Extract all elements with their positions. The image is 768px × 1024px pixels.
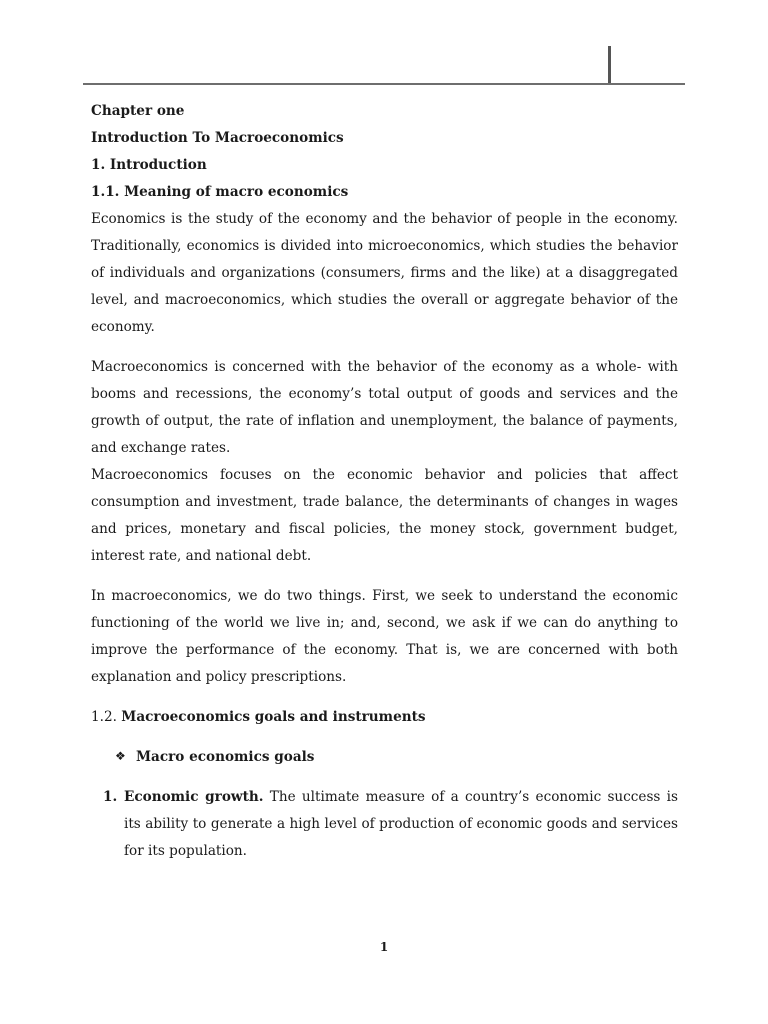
list-item-number: 1. bbox=[103, 789, 118, 805]
section-heading-meaning: 1.1. Meaning of macro economics bbox=[91, 184, 349, 200]
chapter-title: Introduction To Macroeconomics bbox=[91, 130, 344, 146]
header-tick-mark bbox=[608, 46, 611, 83]
document-body bbox=[91, 98, 678, 865]
section-heading-introduction: 1. Introduction bbox=[91, 157, 207, 173]
paragraph-macro-focus: Macroeconomics focuses on the economic behavior and policies that affect consumption and investment, trade balance, the determinants of changes in wages and prices, monetary and fiscal policies, the money stock, government budget, interest rate, and national debt. bbox=[91, 467, 678, 564]
paragraph-economics-definition: Economics is the study of the economy and the behavior of people in the economy. Traditionally, economics is divided into microeconomics, which studies the behavior of individuals and organizations (consumers, firms and the like) at a disaggregated level, and macroeconomics, which studies the overall or aggregate behavior of the economy. bbox=[91, 211, 678, 335]
page-number: 1 bbox=[379, 940, 389, 954]
chapter-label: Chapter one bbox=[91, 103, 185, 119]
list-item-text: The ultimate measure of a country’s economic success is its ability to generate a high level of production of economic goods and services for its population. bbox=[124, 789, 678, 859]
section-title: Macroeconomics goals and instruments bbox=[121, 709, 426, 725]
section-number: 1.2. bbox=[91, 709, 117, 725]
bullet-heading-text: Macro economics goals bbox=[136, 749, 315, 765]
diamond-bullet-icon: ❖ bbox=[115, 749, 126, 763]
section-heading-goals-instruments bbox=[91, 704, 678, 731]
paragraph-macro-concerns: Macroeconomics is concerned with the behavior of the economy as a whole- with booms and recessions, the economy’s total output of goods and services and the growth of output, the rate of inflation and unemployment, the balance of payments, and exchange rates. bbox=[91, 359, 678, 456]
bullet-heading bbox=[115, 744, 678, 771]
header-rule bbox=[83, 83, 685, 85]
list-item-term: Economic growth. bbox=[124, 789, 264, 805]
list-item bbox=[103, 784, 678, 865]
paragraph-two-things: In macroeconomics, we do two things. First, we seek to understand the economic functioning of the world we live in; and, second, we ask if we can do anything to improve the performance of the economy. That is, we are concerned with both explanation and policy prescriptions. bbox=[91, 588, 678, 685]
